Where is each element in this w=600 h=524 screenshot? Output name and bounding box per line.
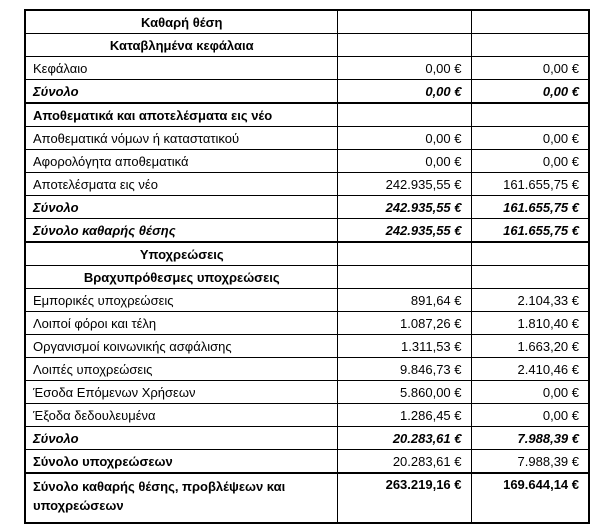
row-value-current: 242.935,55 €: [337, 173, 471, 196]
row-label: Κεφάλαιο: [25, 57, 337, 80]
row-value-current: 0,00 €: [337, 57, 471, 80]
row-value-current: [337, 10, 471, 34]
table-row: [25, 381, 589, 404]
row-label: Σύνολο καθαρής θέσης, προβλέψεων και υποχρεώσεων: [25, 473, 337, 523]
table-row: [25, 103, 589, 127]
row-value-current: 0,00 €: [337, 127, 471, 150]
document-page: [24, 9, 590, 524]
table-row: [25, 80, 589, 104]
row-label: Βραχυπρόθεσμες υποχρεώσεις: [25, 266, 337, 289]
row-value-previous: [471, 10, 589, 34]
row-value-current: 0,00 €: [337, 150, 471, 173]
row-value-current: 242.935,55 €: [337, 219, 471, 243]
row-value-previous: [471, 242, 589, 266]
row-label: Αποθεματικά νόμων ή καταστατικού: [25, 127, 337, 150]
row-value-current: 1.286,45 €: [337, 404, 471, 427]
row-label: Αποθεματικά και αποτελέσματα εις νέο: [25, 103, 337, 127]
row-value-previous: 7.988,39 €: [471, 450, 589, 474]
row-value-previous: 0,00 €: [471, 404, 589, 427]
row-value-current: [337, 34, 471, 57]
row-label: Σύνολο: [25, 427, 337, 450]
row-label: Οργανισμοί κοινωνικής ασφάλισης: [25, 335, 337, 358]
row-value-current: 9.846,73 €: [337, 358, 471, 381]
table-row: [25, 57, 589, 80]
row-value-previous: 2.104,33 €: [471, 289, 589, 312]
row-value-current: 1.311,53 €: [337, 335, 471, 358]
balance-sheet-table: [24, 9, 590, 524]
table-body: [25, 10, 589, 523]
row-value-current: [337, 103, 471, 127]
table-row: [25, 335, 589, 358]
row-label: Εμπορικές υποχρεώσεις: [25, 289, 337, 312]
row-label: Υποχρεώσεις: [25, 242, 337, 266]
row-label: Σύνολο καθαρής θέσης: [25, 219, 337, 243]
row-value-current: 0,00 €: [337, 80, 471, 104]
row-label: Λοιποί φόροι και τέλη: [25, 312, 337, 335]
row-value-current: 891,64 €: [337, 289, 471, 312]
row-value-current: 242.935,55 €: [337, 196, 471, 219]
table-row: [25, 473, 589, 523]
table-row: [25, 404, 589, 427]
row-value-previous: [471, 266, 589, 289]
row-value-previous: 2.410,46 €: [471, 358, 589, 381]
row-value-previous: 0,00 €: [471, 150, 589, 173]
row-value-previous: 0,00 €: [471, 127, 589, 150]
table-row: [25, 427, 589, 450]
row-label: Καταβλημένα κεφάλαια: [25, 34, 337, 57]
row-value-previous: [471, 34, 589, 57]
table-row: [25, 173, 589, 196]
row-value-previous: 0,00 €: [471, 381, 589, 404]
table-row: [25, 242, 589, 266]
row-label: Σύνολο: [25, 80, 337, 104]
table-row: [25, 289, 589, 312]
row-value-previous: [471, 103, 589, 127]
table-row: [25, 150, 589, 173]
table-row: [25, 266, 589, 289]
row-value-current: [337, 266, 471, 289]
row-value-previous: 0,00 €: [471, 57, 589, 80]
table-row: [25, 196, 589, 219]
row-value-previous: 7.988,39 €: [471, 427, 589, 450]
row-label: Σύνολο: [25, 196, 337, 219]
row-value-current: 1.087,26 €: [337, 312, 471, 335]
row-label: Αφορολόγητα αποθεματικά: [25, 150, 337, 173]
table-row: [25, 450, 589, 474]
row-value-current: 5.860,00 €: [337, 381, 471, 404]
table-row: [25, 10, 589, 34]
table-row: [25, 312, 589, 335]
row-value-previous: 169.644,14 €: [471, 473, 589, 523]
row-value-previous: 161.655,75 €: [471, 173, 589, 196]
row-label: Σύνολο υποχρεώσεων: [25, 450, 337, 474]
table-row: [25, 34, 589, 57]
row-label: Καθαρή θέση: [25, 10, 337, 34]
row-value-current: [337, 242, 471, 266]
row-label: Αποτελέσματα εις νέο: [25, 173, 337, 196]
row-value-current: 263.219,16 €: [337, 473, 471, 523]
row-value-previous: 1.810,40 €: [471, 312, 589, 335]
row-label: Λοιπές υποχρεώσεις: [25, 358, 337, 381]
row-value-previous: 1.663,20 €: [471, 335, 589, 358]
table-row: [25, 219, 589, 243]
row-value-previous: 0,00 €: [471, 80, 589, 104]
row-label: Έξοδα δεδουλευμένα: [25, 404, 337, 427]
row-value-current: 20.283,61 €: [337, 427, 471, 450]
table-row: [25, 127, 589, 150]
row-label: Έσοδα Επόμενων Χρήσεων: [25, 381, 337, 404]
row-value-previous: 161.655,75 €: [471, 196, 589, 219]
row-value-current: 20.283,61 €: [337, 450, 471, 474]
table-row: [25, 358, 589, 381]
row-value-previous: 161.655,75 €: [471, 219, 589, 243]
